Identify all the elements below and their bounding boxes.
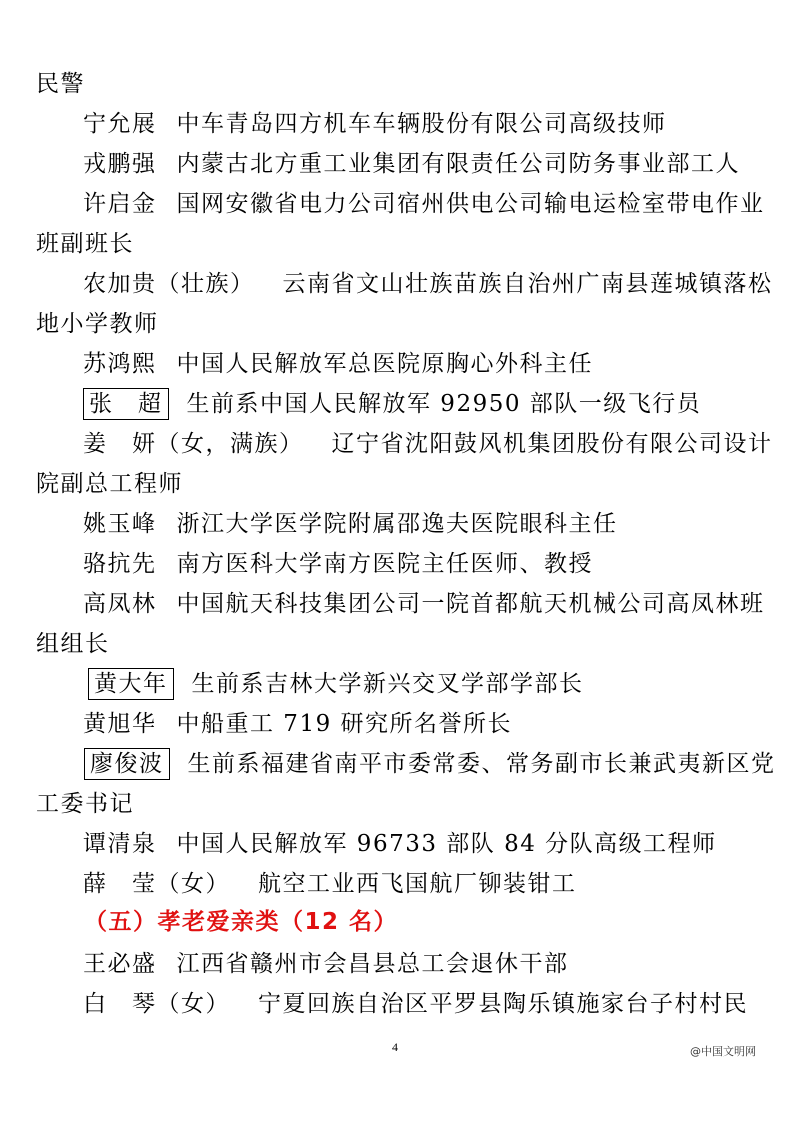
- honoree-entry: [83, 824, 717, 864]
- honoree-description: 中船重工 719 研究所名誉所长: [176, 711, 513, 737]
- honoree-name: 姜 妍（女，满族）: [83, 431, 304, 457]
- honoree-name-boxed: 黄大年: [88, 668, 174, 700]
- continuation-text: 班副班长: [36, 231, 134, 257]
- honoree-description: 云南省文山壮族苗族自治州广南县莲城镇落松: [282, 271, 773, 297]
- honoree-description: 南方医科大学南方医院主任医师、教授: [176, 551, 593, 577]
- honoree-entry: [83, 864, 577, 904]
- honoree-entry: [83, 184, 765, 224]
- honoree-description: 生前系福建省南平市委常委、常务副市长兼武夷新区党: [187, 751, 776, 777]
- honoree-description: 江西省赣州市会昌县总工会退休干部: [176, 951, 569, 977]
- honoree-description: 航空工业西飞国航厂铆装钳工: [258, 871, 577, 897]
- honoree-entry: [83, 344, 593, 384]
- honoree-name: 姚玉峰: [83, 511, 157, 537]
- honoree-name: 薛 莹（女）: [83, 871, 230, 897]
- continuation-text: 民警: [36, 71, 85, 97]
- honoree-name: 白 琴（女）: [83, 991, 230, 1017]
- honoree-name: 宁允展: [83, 111, 157, 137]
- honoree-name: 许启金: [83, 191, 157, 217]
- honoree-entry-deceased: [84, 744, 776, 784]
- honoree-entry: [83, 984, 748, 1024]
- honoree-name: 苏鸿熙: [83, 351, 157, 377]
- honoree-description: 内蒙古北方重工业集团有限责任公司防务事业部工人: [176, 151, 740, 177]
- honoree-description: 生前系吉林大学新兴交叉学部学部长: [191, 671, 584, 697]
- honoree-name: 黄旭华: [83, 711, 157, 737]
- honoree-description: 宁夏回族自治区平罗县陶乐镇施家台子村村民: [258, 991, 748, 1017]
- honoree-description: 中国航天科技集团公司一院首都航天机械公司高凤林班: [176, 591, 765, 617]
- honoree-name: 谭清泉: [83, 831, 157, 857]
- honoree-description: 浙江大学医学院附属邵逸夫医院眼科主任: [176, 511, 618, 537]
- honoree-name-boxed: 张 超: [83, 388, 169, 420]
- honoree-description: 生前系中国人民解放军 92950 部队一级飞行员: [186, 391, 702, 417]
- honoree-entry: [83, 264, 773, 304]
- honoree-entry: [83, 144, 740, 184]
- honoree-description: 中国人民解放军总医院原胸心外科主任: [176, 351, 593, 377]
- honoree-entry: [83, 704, 512, 744]
- honoree-description: 中车青岛四方机车车辆股份有限公司高级技师: [176, 111, 667, 137]
- honoree-entry: [83, 544, 593, 584]
- honoree-name: 骆抗先: [83, 551, 157, 577]
- honoree-entry-deceased: [83, 384, 701, 424]
- honoree-entry: [83, 944, 569, 984]
- honoree-name: 农加贵（壮族）: [83, 271, 255, 297]
- honoree-description: 中国人民解放军 96733 部队 84 分队高级工程师: [176, 831, 717, 857]
- honoree-name: 高凤林: [83, 591, 157, 617]
- honoree-entry: [83, 504, 618, 544]
- honoree-entry-deceased: [88, 664, 584, 704]
- honoree-entry: [83, 584, 765, 624]
- watermark: @中国文明网: [690, 1045, 756, 1058]
- continuation-text: 地小学教师: [36, 311, 159, 337]
- honoree-entry: [83, 104, 667, 144]
- honoree-description: 辽宁省沈阳鼓风机集团股份有限公司设计: [331, 431, 773, 457]
- continuation-text: 工委书记: [36, 791, 134, 817]
- honoree-description: 国网安徽省电力公司宿州供电公司输电运检室带电作业: [176, 191, 765, 217]
- continuation-text: 院副总工程师: [36, 471, 183, 497]
- continuation-text: 组组长: [36, 631, 110, 657]
- honoree-entry: [83, 424, 773, 464]
- section-heading: （五）孝老爱亲类（12 名）: [84, 909, 399, 935]
- page-number: 4: [392, 1040, 398, 1054]
- honoree-name: 戎鹏强: [83, 151, 157, 177]
- honoree-name-boxed: 廖俊波: [84, 748, 170, 780]
- honoree-name: 王必盛: [83, 951, 157, 977]
